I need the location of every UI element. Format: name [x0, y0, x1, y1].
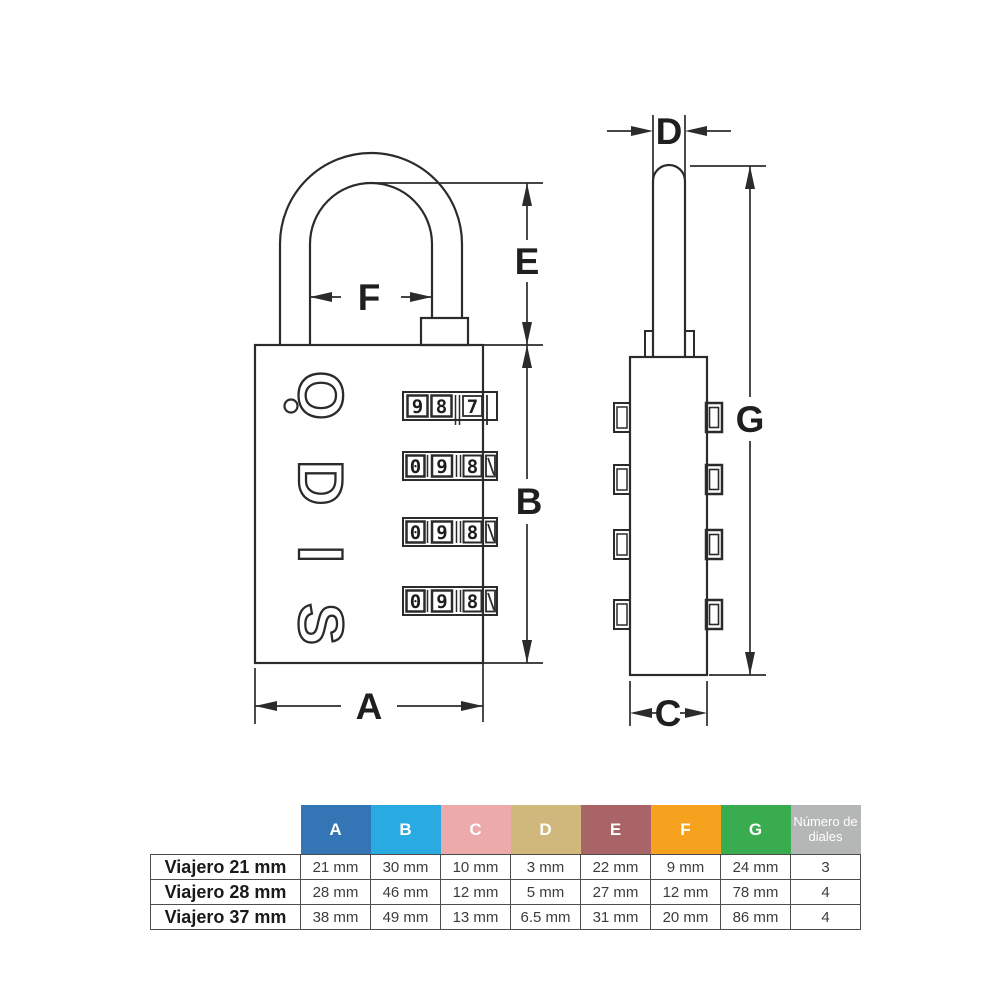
col-header-b: B	[371, 805, 441, 855]
front-view	[255, 153, 497, 685]
col-header-num-diales: Número de diales	[791, 805, 861, 855]
brand-text: ODIS	[285, 371, 355, 686]
col-header-c: C	[441, 805, 511, 855]
dimension-e-label: E	[514, 241, 540, 282]
dimension-a	[255, 686, 483, 727]
dimension-e	[515, 183, 540, 345]
dial-digit: 0	[409, 456, 422, 478]
spec-cell: 46 mm	[371, 880, 441, 905]
dial-digit: 7	[466, 396, 479, 418]
dimension-c	[630, 681, 707, 734]
spec-cell: 30 mm	[371, 855, 441, 880]
spec-cell: 10 mm	[441, 855, 511, 880]
table-row	[151, 905, 861, 930]
dial-tabs-right	[706, 403, 722, 629]
spec-cell: 12 mm	[651, 880, 721, 905]
table-row	[151, 880, 861, 905]
dimension-d	[607, 111, 731, 152]
dimension-a-label: A	[355, 686, 383, 727]
dimension-d-label: D	[655, 111, 683, 152]
spec-cell: 9 mm	[651, 855, 721, 880]
col-header-d: D	[511, 805, 581, 855]
dimension-f-label: F	[357, 277, 381, 318]
spec-cell: 13 mm	[441, 905, 511, 930]
dial-digit: 8	[466, 591, 479, 613]
shackle-side	[653, 165, 685, 357]
spec-cell: 6.5 mm	[511, 905, 581, 930]
spec-cell: 38 mm	[301, 905, 371, 930]
spec-cell: 78 mm	[721, 880, 791, 905]
spec-table	[150, 805, 861, 930]
dimension-b-label: B	[515, 481, 543, 522]
col-header-f: F	[651, 805, 721, 855]
spec-cell: 49 mm	[371, 905, 441, 930]
header-row	[151, 805, 861, 855]
spec-cell: 24 mm	[721, 855, 791, 880]
dimension-b	[516, 345, 543, 663]
dimension-g	[690, 166, 766, 675]
dial-digit: 8	[466, 456, 479, 478]
row-label: Viajero 37 mm	[151, 905, 301, 930]
spec-cell: 86 mm	[721, 905, 791, 930]
dial-digit: 9	[411, 396, 424, 418]
dial-digit: 9	[436, 522, 448, 544]
spec-cell: 4	[791, 905, 861, 930]
dimension-g-label: G	[735, 399, 765, 440]
lock-body-side	[630, 357, 707, 675]
col-header-a: A	[301, 805, 371, 855]
dial-digit: 9	[436, 456, 448, 478]
spec-cell: 21 mm	[301, 855, 371, 880]
spec-cell: 28 mm	[301, 880, 371, 905]
table-row	[151, 855, 861, 880]
spec-cell: 4	[791, 880, 861, 905]
dial-tabs-left	[614, 403, 630, 629]
dial-digit: 8	[435, 396, 448, 418]
dial-digit: 0	[409, 522, 422, 544]
dial-digit: 8	[466, 522, 479, 544]
col-header-e: E	[581, 805, 651, 855]
spec-cell: 3	[791, 855, 861, 880]
spec-cell: 27 mm	[581, 880, 651, 905]
row-label: Viajero 21 mm	[151, 855, 301, 880]
spec-cell: 31 mm	[581, 905, 651, 930]
spec-cell: 3 mm	[511, 855, 581, 880]
spec-cell: 22 mm	[581, 855, 651, 880]
col-header-g: G	[721, 805, 791, 855]
corner-cell	[151, 805, 301, 855]
side-view	[614, 165, 722, 675]
spec-cell: 12 mm	[441, 880, 511, 905]
dimension-c-label: C	[654, 693, 682, 734]
dimension-f	[310, 277, 432, 318]
row-label: Viajero 28 mm	[151, 880, 301, 905]
spec-cell: 20 mm	[651, 905, 721, 930]
spec-cell: 5 mm	[511, 880, 581, 905]
dial-digit: 0	[409, 591, 422, 613]
dial-digit: 9	[436, 591, 448, 613]
